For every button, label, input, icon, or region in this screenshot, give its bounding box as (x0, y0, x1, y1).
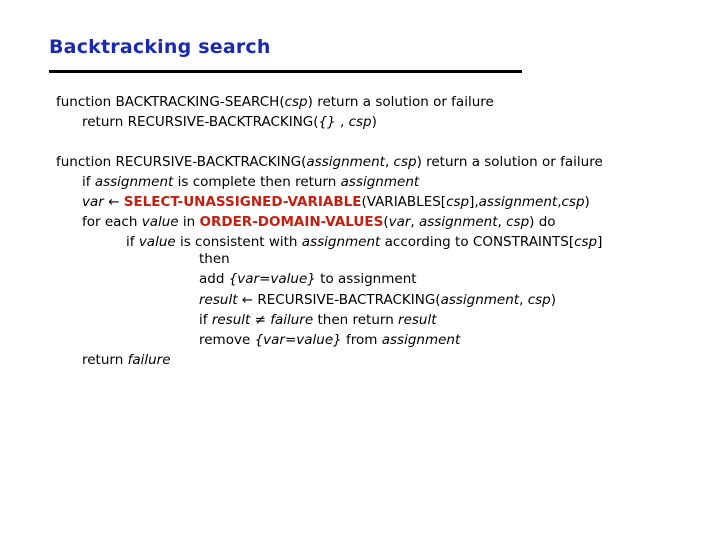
text: result (199, 292, 238, 308)
text: a solution or failure (467, 154, 603, 170)
code-line-9 (199, 269, 417, 289)
keyword: then return (317, 312, 394, 328)
code-line-7 (126, 232, 602, 252)
text: csp (527, 292, 551, 308)
text: assignment (478, 194, 558, 210)
function-name: SELECT-UNASSIGNED-VARIABLE (123, 194, 362, 210)
code-line-2 (82, 112, 377, 132)
text: {} (318, 114, 336, 130)
text: assignment (440, 292, 520, 308)
text: ) (416, 154, 427, 170)
text: ) (529, 214, 539, 230)
code-line-8 (199, 249, 230, 269)
text: , (384, 154, 394, 170)
text: BACKTRACKING-SEARCH( (111, 94, 285, 110)
text: value (138, 234, 176, 250)
keyword: do (538, 214, 556, 230)
code-line-4 (82, 172, 419, 192)
text: csp (574, 234, 598, 250)
code-line-6 (82, 212, 556, 232)
text: assignment (94, 174, 174, 190)
text: a solution or failure (358, 94, 494, 110)
keyword: return (426, 154, 468, 170)
text: result (211, 312, 251, 328)
keyword: then return (260, 174, 337, 190)
code-line-3 (56, 152, 603, 172)
keyword: for each (82, 214, 138, 230)
text: , (335, 114, 349, 130)
text: (VARIABLES[ (361, 194, 447, 210)
text: ) (307, 94, 318, 110)
text: ) (584, 194, 590, 210)
text: csp (393, 154, 417, 170)
code-line-1 (56, 92, 494, 112)
text: , (557, 194, 562, 210)
keyword: return (82, 114, 124, 130)
text: var (388, 214, 411, 230)
text: add (199, 271, 229, 287)
text: csp (284, 94, 308, 110)
text: var (82, 194, 104, 210)
page-title: Backtracking search (49, 36, 271, 58)
text: csp (348, 114, 372, 130)
text: ← RECURSIVE-BACTRACKING( (237, 292, 441, 308)
text: failure (270, 312, 314, 328)
text: ) (550, 292, 556, 308)
text: remove (199, 332, 255, 348)
text: ], (469, 194, 479, 210)
keyword: return (82, 352, 124, 368)
keyword: if (82, 174, 91, 190)
text: , (519, 292, 528, 308)
text: failure (127, 352, 171, 368)
text: ≠ (250, 312, 271, 328)
text: csp (561, 194, 585, 210)
keyword: return (317, 94, 359, 110)
keyword: if (126, 234, 135, 250)
code-line-11 (199, 310, 437, 330)
text: is complete (173, 174, 261, 190)
text: assignment (419, 214, 498, 230)
keyword: in (182, 214, 196, 230)
function-name: ORDER-DOMAIN-VALUES (199, 214, 384, 230)
text: value (141, 214, 179, 230)
text: RECURSIVE-BACKTRACKING( (123, 114, 319, 130)
code-line-10 (199, 290, 556, 310)
text: to assignment (315, 271, 417, 287)
text: ] (597, 234, 603, 250)
text: csp (446, 194, 470, 210)
keyword: function (56, 154, 112, 170)
text: according to CONSTRAINTS[ (380, 234, 575, 250)
text: {var=value} (254, 332, 342, 348)
keyword: function (56, 94, 112, 110)
keyword: then (199, 251, 230, 267)
text: , (497, 214, 507, 230)
code-line-12 (199, 330, 460, 350)
text: csp (506, 214, 530, 230)
text: RECURSIVE-BACKTRACKING( (111, 154, 307, 170)
text: assignment (306, 154, 385, 170)
text: ← (103, 194, 124, 210)
text: from (341, 332, 382, 348)
keyword: if (199, 312, 208, 328)
text: , (410, 214, 419, 230)
text: ( (383, 214, 389, 230)
title-underline (49, 70, 522, 73)
text: assignment (301, 234, 381, 250)
code-line-13 (82, 350, 171, 370)
text: assignment (381, 332, 461, 348)
text: ) (371, 114, 377, 130)
text: assignment (340, 174, 420, 190)
text: {var=value} (228, 271, 316, 287)
code-line-5 (82, 192, 590, 212)
text: result (398, 312, 437, 328)
text: is consistent with (175, 234, 302, 250)
